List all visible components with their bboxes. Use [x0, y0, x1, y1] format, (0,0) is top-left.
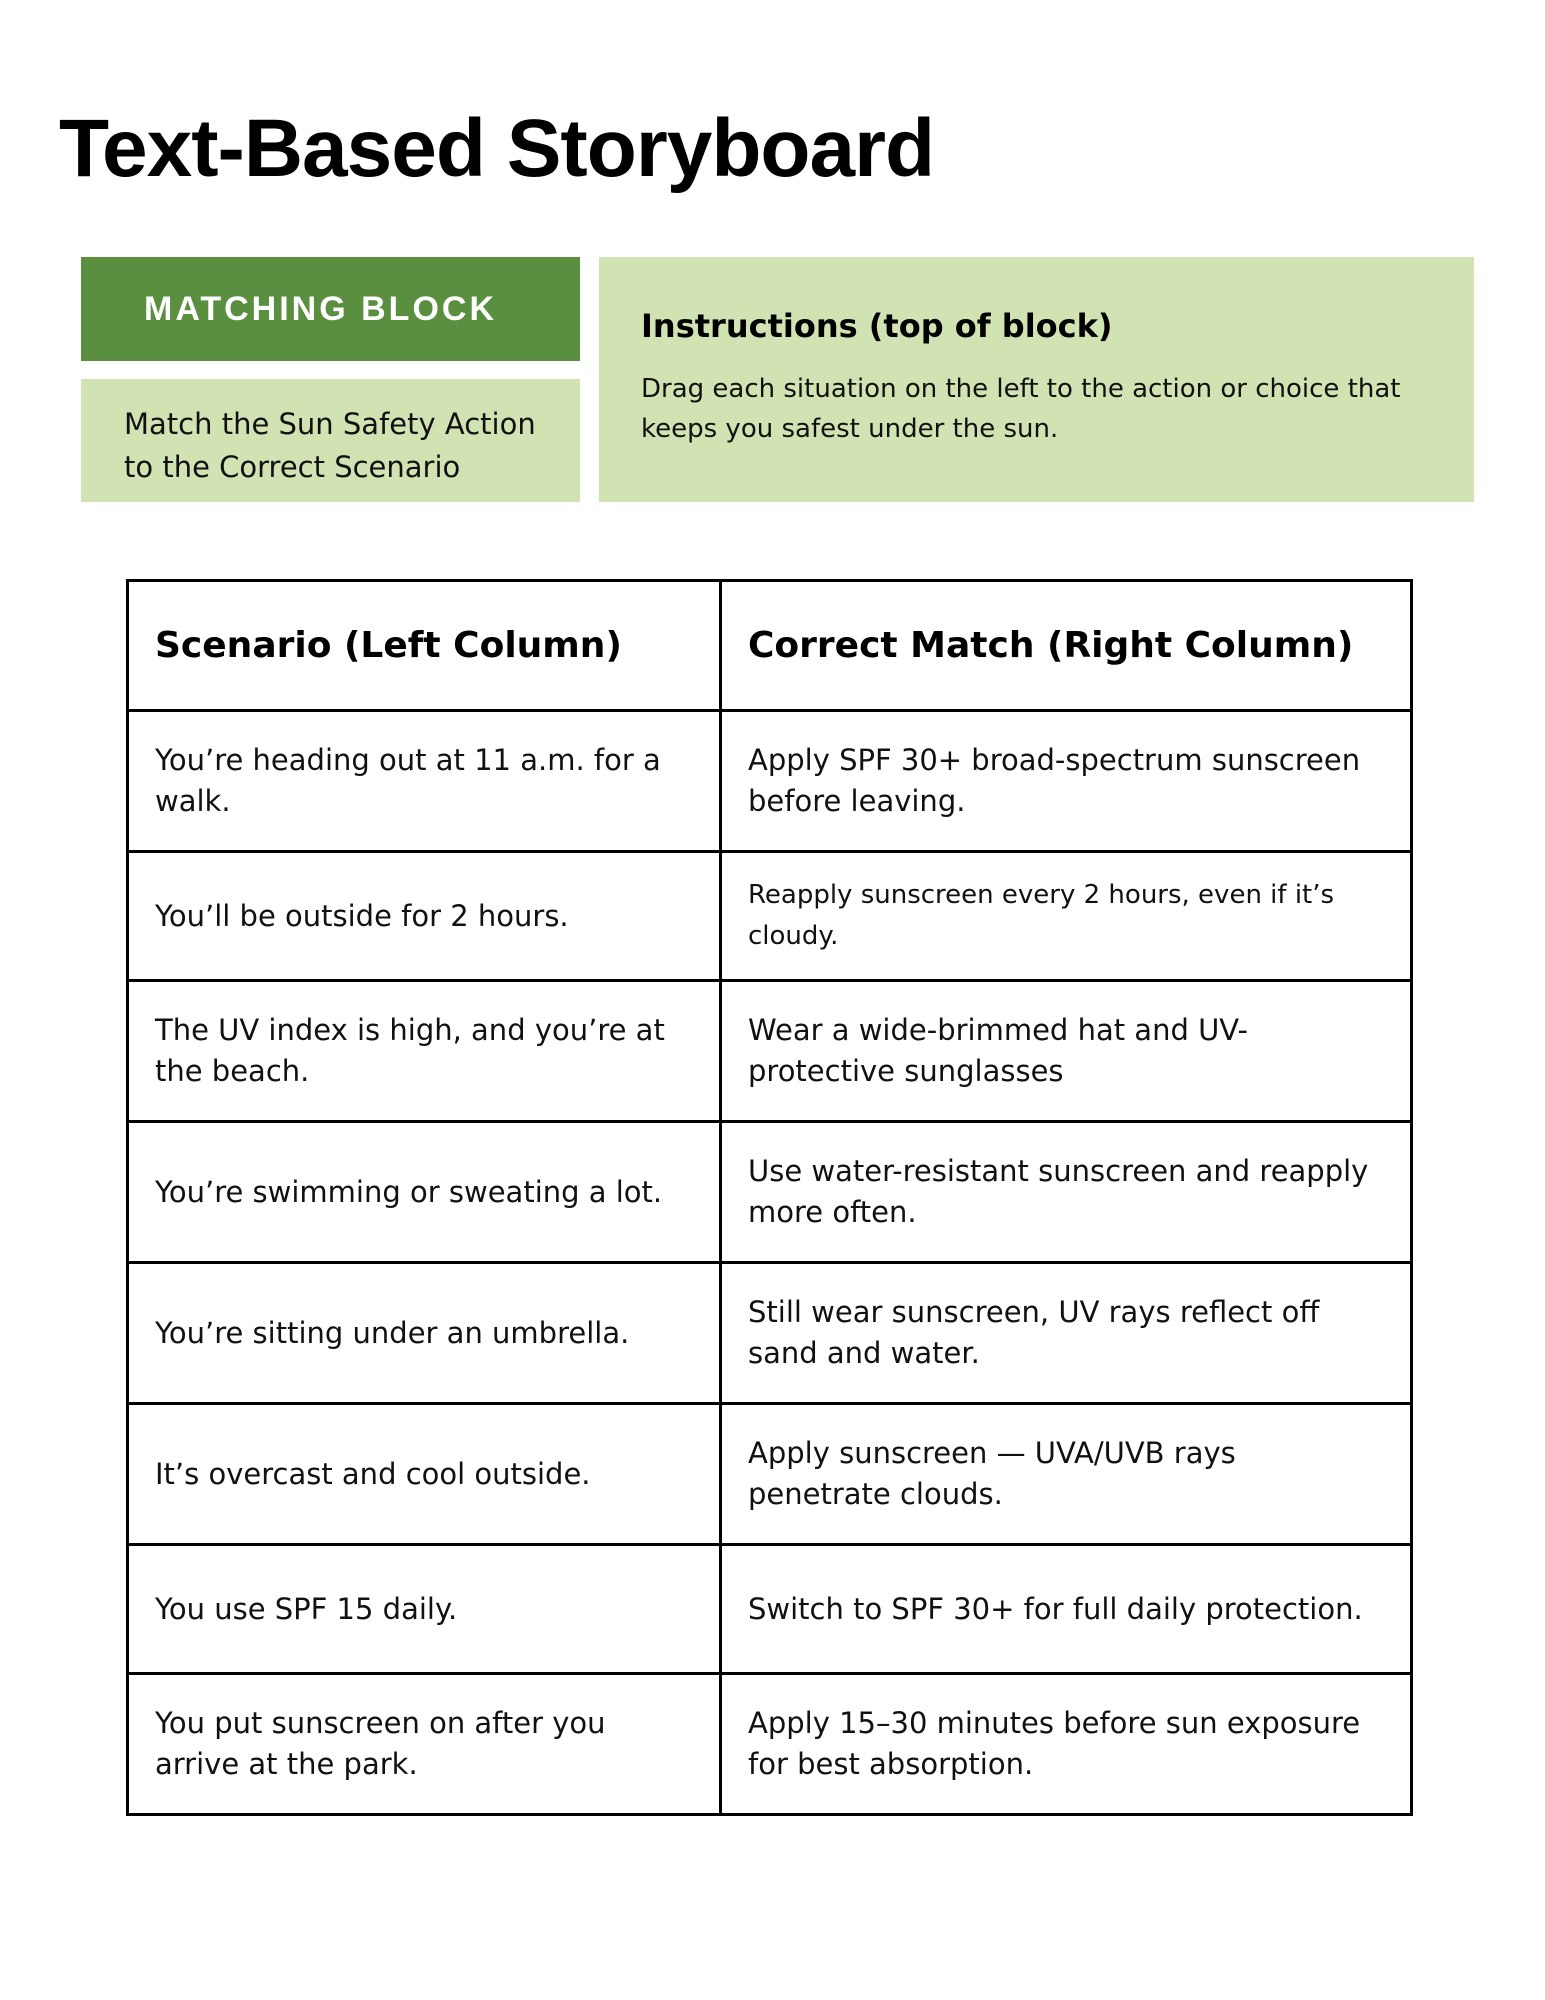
- scenario-cell[interactable]: You’re sitting under an umbrella.: [128, 1263, 721, 1404]
- matching-block-subtitle: Match the Sun Safety Action to the Correct Scenario: [81, 379, 580, 502]
- match-cell[interactable]: Apply SPF 30+ broad-spectrum sunscreen before leaving.: [721, 711, 1412, 852]
- scenario-cell[interactable]: You put sunscreen on after you arrive at the park.: [128, 1674, 721, 1815]
- match-cell[interactable]: Use water-resistant sunscreen and reapply more often.: [721, 1122, 1412, 1263]
- match-cell[interactable]: Still wear sunscreen, UV rays reflect off sand and water.: [721, 1263, 1412, 1404]
- page-title: Text-Based Storyboard: [59, 103, 935, 194]
- scenario-cell[interactable]: You’ll be outside for 2 hours.: [128, 852, 721, 981]
- table-header-row: [128, 581, 1412, 711]
- match-cell[interactable]: Reapply sunscreen every 2 hours, even if it’s cloudy.: [721, 852, 1412, 981]
- instructions-body: Drag each situation on the left to the action or choice that keeps you safest under the sun.: [641, 374, 1401, 444]
- table-row[interactable]: [128, 1545, 1412, 1674]
- instructions-panel: [599, 257, 1474, 502]
- match-cell[interactable]: Switch to SPF 30+ for full daily protection.: [721, 1545, 1412, 1674]
- match-cell[interactable]: Apply sunscreen — UVA/UVB rays penetrate clouds.: [721, 1404, 1412, 1545]
- match-cell[interactable]: Wear a wide-brimmed hat and UV-protective sunglasses: [721, 981, 1412, 1122]
- match-cell[interactable]: Apply 15–30 minutes before sun exposure for best absorption.: [721, 1674, 1412, 1815]
- scenario-cell[interactable]: You’re swimming or sweating a lot.: [128, 1122, 721, 1263]
- table-row[interactable]: [128, 1674, 1412, 1815]
- table-row[interactable]: [128, 711, 1412, 852]
- table-row[interactable]: [128, 852, 1412, 981]
- matching-table: [126, 579, 1413, 1816]
- scenario-cell[interactable]: It’s overcast and cool outside.: [128, 1404, 721, 1545]
- instructions-heading: Instructions (top of block): [641, 307, 1113, 345]
- scenario-cell[interactable]: You use SPF 15 daily.: [128, 1545, 721, 1674]
- table-row[interactable]: [128, 981, 1412, 1122]
- matching-block-label: MATCHING BLOCK: [81, 257, 580, 361]
- table-row[interactable]: [128, 1404, 1412, 1545]
- scenario-cell[interactable]: The UV index is high, and you’re at the beach.: [128, 981, 721, 1122]
- scenario-cell[interactable]: You’re heading out at 11 a.m. for a walk.: [128, 711, 721, 852]
- table-row[interactable]: [128, 1122, 1412, 1263]
- scenario-column-header: Scenario (Left Column): [128, 581, 721, 711]
- match-column-header: Correct Match (Right Column): [721, 581, 1412, 711]
- table-row[interactable]: [128, 1263, 1412, 1404]
